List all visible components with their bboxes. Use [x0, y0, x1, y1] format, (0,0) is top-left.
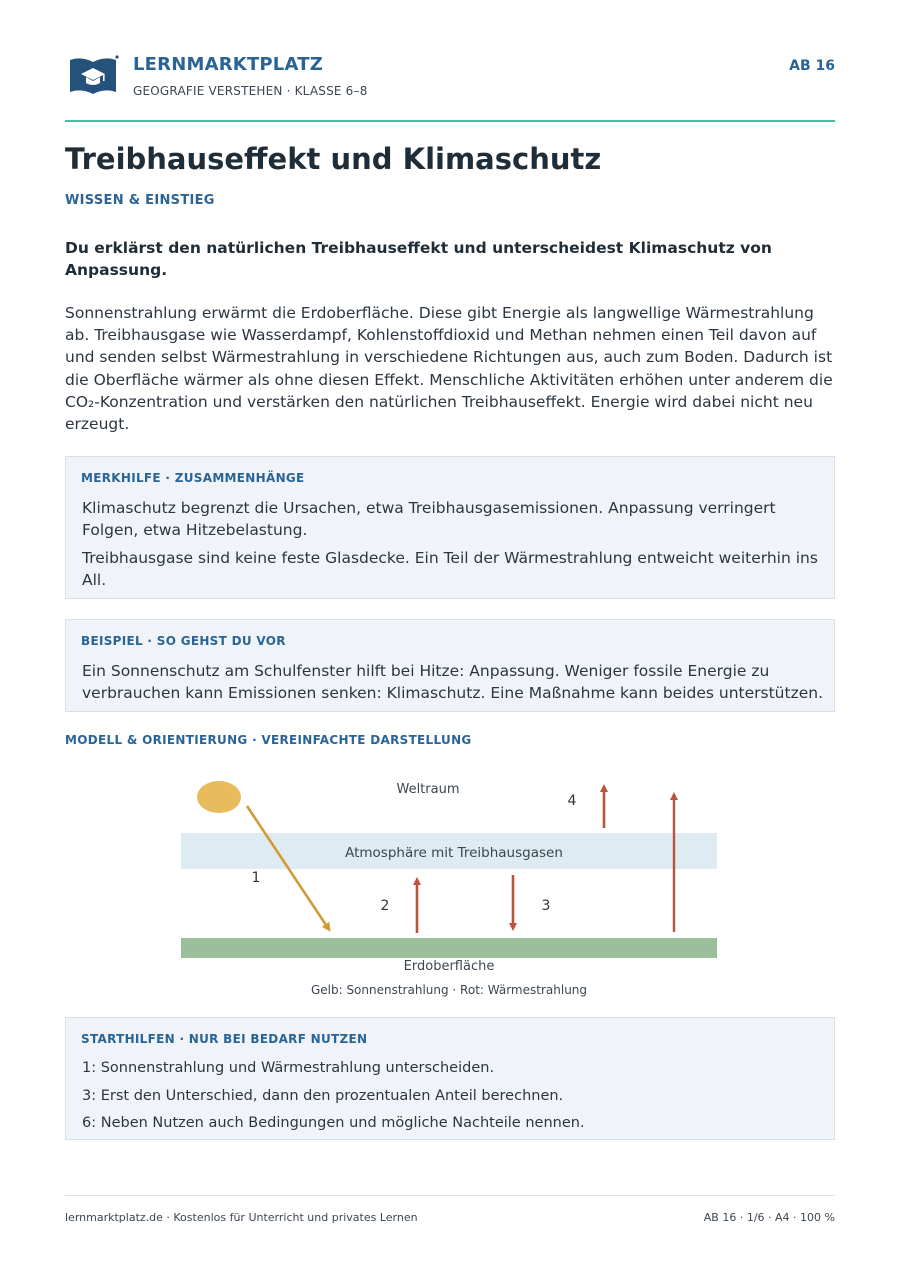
footer-divider: [65, 1195, 835, 1196]
brand-name: LERNMARKTPLATZ: [133, 54, 323, 75]
starthilfen-label: STARTHILFEN · NUR BEI BEDARF NUTZEN: [81, 1032, 368, 1046]
section-tag: WISSEN & EINSTIEG: [65, 193, 215, 208]
merkhilfe-box: [65, 456, 835, 599]
arrow-number-label: 1: [251, 870, 261, 886]
space-label: Weltraum: [396, 782, 460, 797]
learning-goal: Du erklärst den natürlichen Treibhauseffekt und unterscheidest Klimaschutz von Anpassung.: [65, 239, 772, 279]
arrow-number-label: 2: [380, 898, 390, 914]
page-title: Treibhauseffekt und Klimaschutz: [65, 142, 602, 176]
diagram-legend: Gelb: Sonnenstrahlung · Rot: Wärmestrahlung: [310, 983, 588, 997]
header-divider: [65, 120, 835, 122]
arrow-number-label: 3: [541, 898, 551, 914]
beispiel-label: BEISPIEL · SO GEHST DU VOR: [81, 634, 286, 648]
merkhilfe-paragraph: Treibhausgase sind keine feste Glasdecke. Ein Teil der Wärmestrahlung entweicht weiterhin ins All.: [82, 549, 818, 589]
sun-icon: [197, 781, 241, 813]
model-label: MODELL & ORIENTIERUNG · VEREINFACHTE DARSTELLUNG: [65, 733, 472, 747]
beispiel-paragraph: Ein Sonnenschutz am Schulfenster hilft bei Hitze: Anpassung. Weniger fossile Energie zu verbrauchen kann Emissionen senken: Klimaschutz. Eine Maßnahme kann beides unterstützen.: [82, 662, 824, 702]
starthilfe-item: 1: Sonnenstrahlung und Wärmestrahlung unterscheiden.: [82, 1060, 495, 1076]
greenhouse-diagram: [0, 760, 900, 1010]
graduation-book-logo-icon: [67, 54, 119, 98]
footer-page-info: AB 16 · 1/6 · A4 · 100 %: [703, 1211, 835, 1224]
sheet-id: AB 16: [789, 58, 835, 74]
merkhilfe-label: MERKHILFE · ZUSAMMENHÄNGE: [81, 471, 305, 485]
beispiel-box: [65, 619, 835, 712]
footer-site-info: lernmarktplatz.de · Kostenlos für Unterricht und privates Lernen: [65, 1211, 418, 1224]
atmosphere-label: Atmosphäre mit Treibhausgasen: [345, 845, 563, 861]
brand-subtitle: GEOGRAFIE VERSTEHEN · KLASSE 6–8: [133, 84, 368, 98]
starthilfen-box: [65, 1017, 835, 1140]
merkhilfe-paragraph: Klimaschutz begrenzt die Ursachen, etwa Treibhausgasemissionen. Anpassung verringert Folgen, etwa Hitzebelastung.: [82, 499, 776, 539]
arrow-number-label: 4: [567, 793, 577, 809]
page-header: [65, 48, 835, 120]
intro-text: Sonnenstrahlung erwärmt die Erdoberfläche. Diese gibt Energie als langwellige Wärmestrahlung ab. Treibhausgase wie Wasserdampf, Kohlenstoffdioxid und Methan nehmen einen Teil davon auf und senden selbst Wärmestrahlung in verschiedene Richtungen aus, auch zum Boden. Dadurch ist die Oberfläche wärmer als ohne diesen Effekt. Menschliche Aktivitäten erhöhen unter anderem die CO₂-Konzentration und verstärken den natürlichen Treibhauseffekt. Energie wird dabei nicht neu erzeugt.: [65, 304, 833, 434]
starthilfe-item: 3: Erst den Unterschied, dann den prozentualen Anteil berechnen.: [82, 1088, 564, 1104]
ground-label: Erdoberfläche: [403, 959, 495, 974]
starthilfe-item: 6: Neben Nutzen auch Bedingungen und mögliche Nachteile nennen.: [82, 1115, 585, 1131]
ground-band: [181, 938, 717, 958]
